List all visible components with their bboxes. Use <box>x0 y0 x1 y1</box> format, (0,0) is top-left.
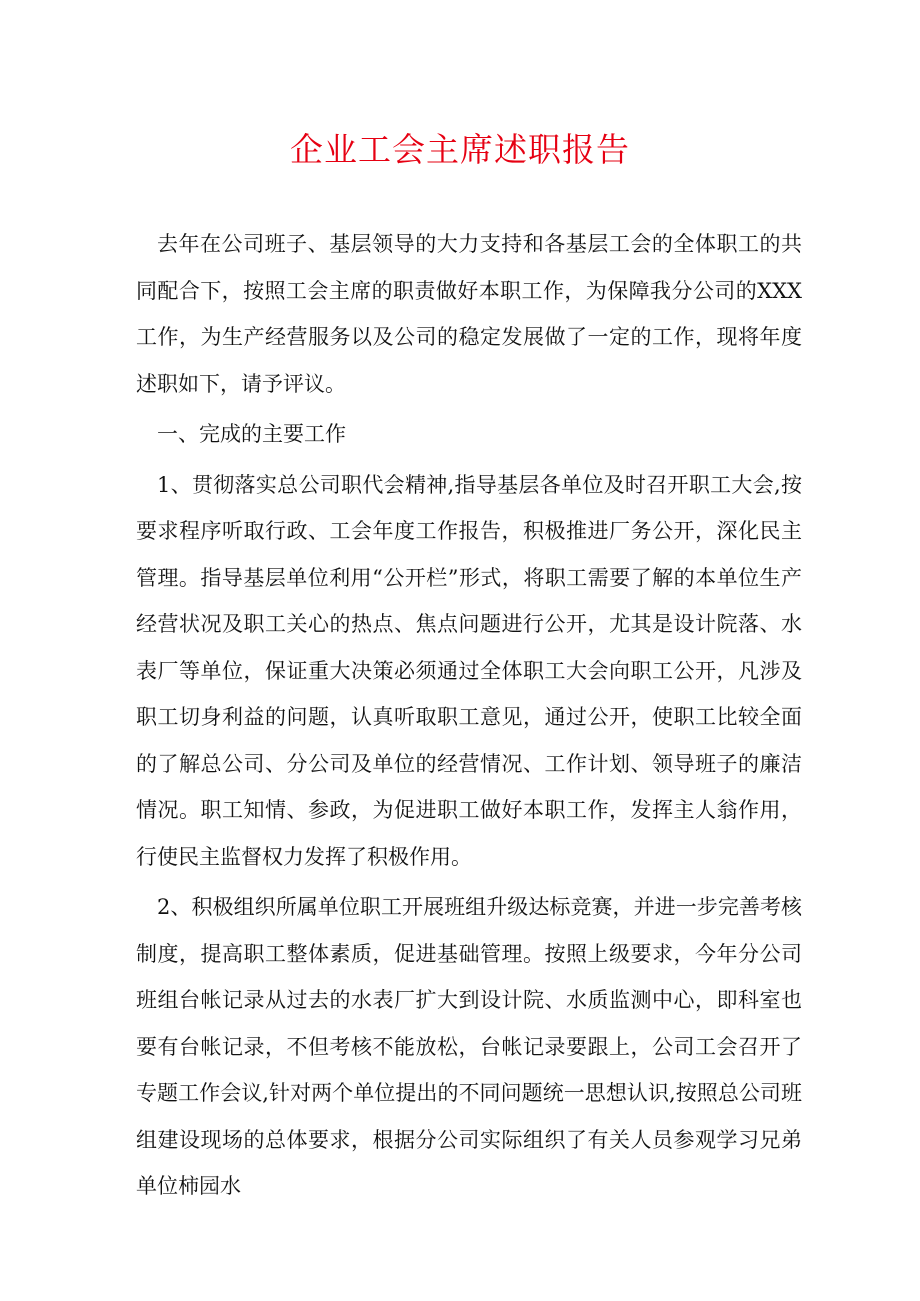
item-2-paragraph: 2、积极组织所属单位职工开展班组升级达标竞赛，并进一步完善考核制度，提高职工整体素质，促进基础管理。按照上级要求，今年分公司班组台帐记录从过去的水表厂扩大到设计院、水质监测中心，即科室也要有台帐记录，不但考核不能放松，台帐记录要跟上，公司工会召开了专题工作会议,针对两个单位提出的不同问题统一思想认识,按照总公司班组建设现场的总体要求，根据分公司实际组织了有关人员参观学习兄弟单位柿园水 <box>136 895 802 1198</box>
document-body <box>136 221 802 1210</box>
item-1-paragraph: 1、贯彻落实总公司职代会精神,指导基层各单位及时召开职工大会,按要求程序听取行政、工会年度工作报告，积极推进厂务公开，深化民主管理。指导基层单位利用“公开栏”形式，将职工需要了解的本单位生产经营状况及职工关心的热点、焦点问题进行公开，尤其是设计院落、水表厂等单位，保证重大决策必须通过全体职工大会向职工公开，凡涉及职工切身利益的问题，认真听取职工意见，通过公开，使职工比较全面的了解总公司、分公司及单位的经营情况、工作计划、领导班子的廉洁情况。职工知情、参政，为促进职工做好本职工作，发挥主人翁作用，行使民主监督权力发挥了积极作用。 <box>136 472 802 869</box>
document-title: 企业工会主席述职报告 <box>290 130 630 169</box>
section-heading: 一、完成的主要工作 <box>157 422 346 446</box>
intro-paragraph: 去年在公司班子、基层领导的大力支持和各基层工会的全体职工的共同配合下，按照工会主席的职责做好本职工作，为保障我分公司的XXX工作，为生产经营服务以及公司的稳定发展做了一定的工作，现将年度述职如下，请予评议。 <box>136 232 802 396</box>
